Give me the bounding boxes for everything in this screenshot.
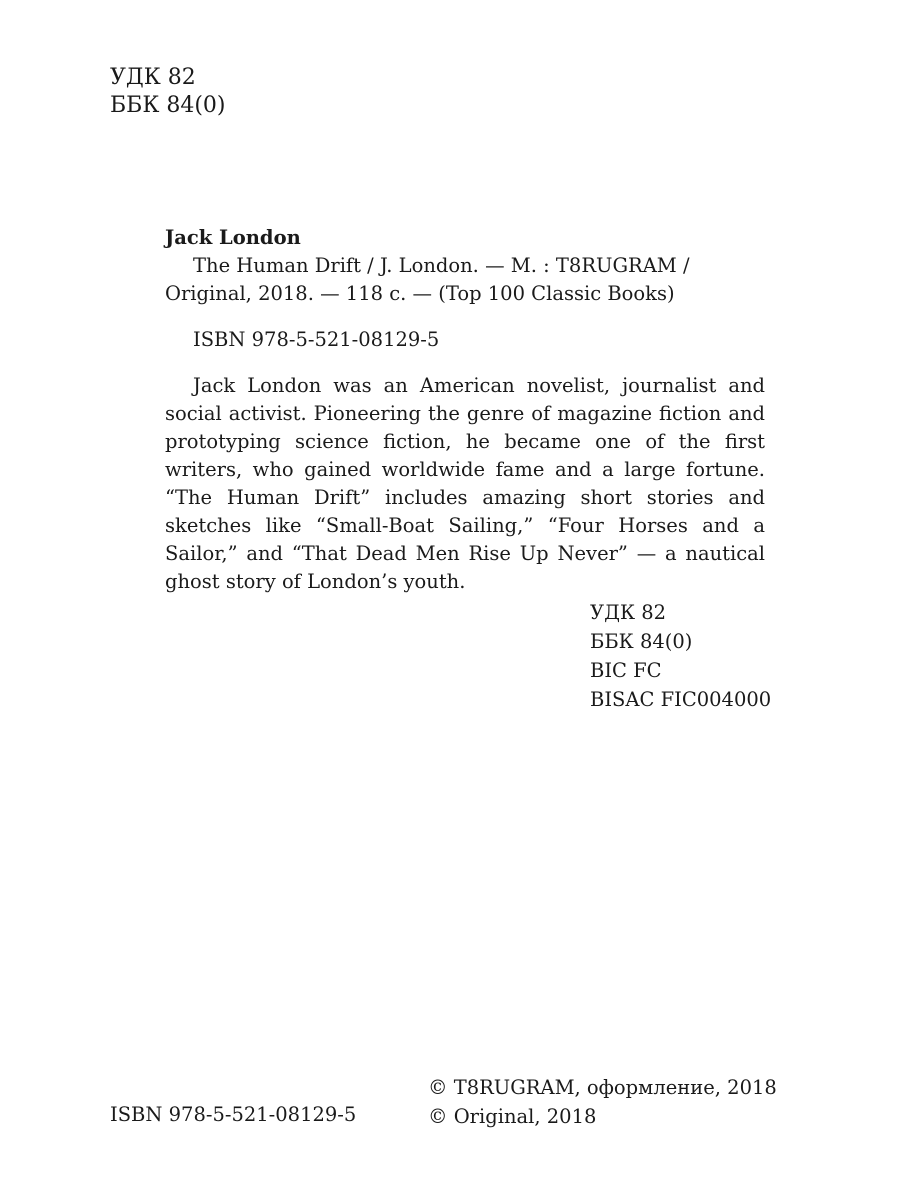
citation: The Human Drift / J. London. — M. : T8RUGRAM / Original, 2018. — 118 с. — (Top 100 Classic Books) [165,254,690,305]
udk-code: УДК 82 [590,601,667,624]
classification-codes [590,598,771,714]
copyright-original: © Original, 2018 [428,1105,597,1128]
copyright-publisher: © T8RUGRAM, оформление, 2018 [428,1076,777,1099]
bbk-code: ББК 84(0) [110,93,226,118]
top-classification-codes [110,64,226,120]
author-name: Jack London [165,226,301,249]
isbn-line: ISBN 978-5-521-08129-5 [193,328,440,351]
copyright-notices [428,1073,777,1131]
udk-code: УДК 82 [110,65,196,90]
annotation: Jack London was an American novelist, journalist and social activist. Pioneering the genre of magazine fiction and prototyping science fiction, he became one of the first writers, who gained worldwide fame and a large fortune. “The Human Drift” includes amazing short stories and sketches like “Small-Boat Sailing,” “Four Horses and a Sailor,” and “That Dead Men Rise Up Never” — a nautical ghost story of London’s youth. [165,374,765,593]
bibliographic-record [165,224,765,596]
bisac-code: BISAC FIC004000 [590,688,772,711]
bic-code: BIC FC [590,659,662,682]
bottom-isbn: ISBN 978-5-521-08129-5 [110,1103,357,1126]
bbk-code: ББК 84(0) [590,630,693,653]
